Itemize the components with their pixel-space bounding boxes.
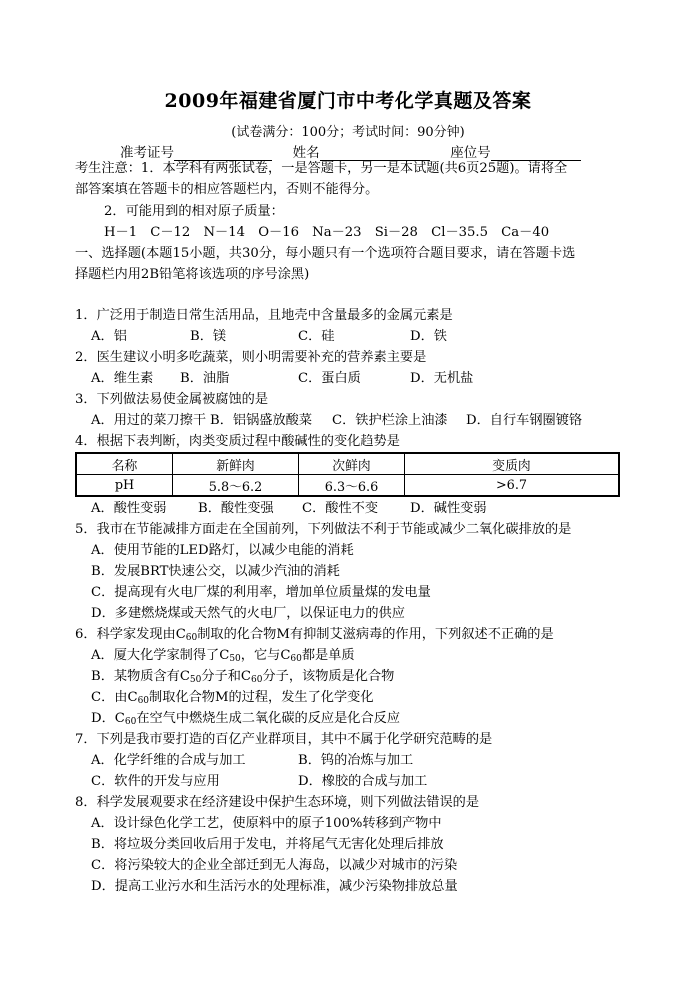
q2-option-a: A．维生素 bbox=[91, 371, 154, 386]
q2-option-d: D．无机盐 bbox=[410, 371, 474, 386]
q6-option-b: B．某物质含有$C_{50}$分子和$C_{60}$分子，该物质是化合物 bbox=[91, 669, 395, 685]
table-cell: pH bbox=[76, 475, 173, 497]
ph-table bbox=[75, 452, 620, 497]
q7-option-d: D．橡胶的合成与加工 bbox=[298, 774, 428, 789]
exam-info: (试卷满分：100分；考试时间：90分钟) bbox=[231, 125, 465, 140]
q5-option-d: D．多建燃烧煤或天然气的火电厂，以保证电力的供应 bbox=[91, 606, 405, 621]
q7-option-c: C．软件的开发与应用 bbox=[91, 774, 220, 789]
table-header-row bbox=[76, 453, 619, 475]
exam-number-label: 准考证号 bbox=[120, 145, 174, 161]
question-4-stem: 4．根据下表判断，肉类变质过程中酸碱性的变化趋势是 bbox=[75, 434, 400, 449]
table-cell: >6.7 bbox=[405, 475, 620, 497]
q3-option-c: C．铁护栏涂上油漆 bbox=[332, 413, 448, 428]
atomic-mass-line: H－1 C－12 N－14 O－16 Na－23 Si－28 Cl－35.5 Ca－40 bbox=[104, 225, 550, 240]
table-header: 变质肉 bbox=[405, 453, 620, 475]
question-2-stem: 2．医生建议小明多吃蔬菜，则小明需要补充的营养素主要是 bbox=[75, 350, 427, 365]
q3-option-a: A．用过的菜刀擦干 bbox=[91, 413, 207, 428]
q6-option-a: A．厦大化学家制得了$C_{50}$，它与$C_{60}$都是单质 bbox=[91, 648, 355, 664]
q6-option-c: C．由$C_{60}$制取化合物M的过程，发生了化学变化 bbox=[91, 690, 374, 706]
table-header: 新鲜肉 bbox=[173, 453, 299, 475]
question-7-stem: 7．下列是我市要打造的百亿产业群项目，其中不属于化学研究范畴的是 bbox=[75, 732, 493, 747]
q5-option-b: B．发展BRT快速公交，以减少汽油的消耗 bbox=[91, 564, 340, 579]
q7-option-a: A．化学纤维的合成与加工 bbox=[91, 753, 246, 768]
q4-option-a: A．酸性变弱 bbox=[91, 501, 167, 516]
q8-option-d: D．提高工业污水和生活污水的处理标准，减少污染物排放总量 bbox=[91, 879, 458, 894]
table-cell: 6.3～6.6 bbox=[299, 475, 405, 497]
page-title: 2009年福建省厦门市中考化学真题及答案 bbox=[164, 90, 532, 112]
q3-option-d: D．自行车钢圈镀铬 bbox=[466, 413, 583, 428]
question-5-stem: 5．我市在节能减排方面走在全国前列，下列做法不利于节能或减少二氧化碳排放的是 bbox=[75, 522, 572, 537]
name-blank bbox=[320, 146, 430, 161]
q4-option-d: D．碱性变弱 bbox=[410, 501, 487, 516]
notice-line-2: 部答案填在答题卡的相应答题栏内，否则不能得分。 bbox=[75, 182, 379, 197]
q5-option-c: C．提高现有火电厂煤的利用率，增加单位质量煤的发电量 bbox=[91, 585, 431, 600]
seat-blank bbox=[491, 146, 581, 161]
q1-option-a: A．铝 bbox=[91, 329, 127, 344]
section-heading-1: 一、选择题(本题15小题，共30分，每小题只有一个选项符合题目要求，请在答题卡选 bbox=[75, 246, 576, 261]
q1-option-c: C．硅 bbox=[298, 329, 335, 344]
table-cell: 5.8～6.2 bbox=[173, 475, 299, 497]
table-header: 名称 bbox=[76, 453, 173, 475]
q2-option-c: C．蛋白质 bbox=[298, 371, 361, 386]
table-row bbox=[76, 475, 619, 497]
q5-option-a: A．使用节能的LED路灯，以减少电能的消耗 bbox=[91, 543, 354, 558]
q2-option-b: B．油脂 bbox=[180, 371, 230, 386]
q7-option-b: B．钨的冶炼与加工 bbox=[298, 753, 414, 768]
q4-option-c: C．酸性不变 bbox=[302, 501, 379, 516]
question-8-stem: 8．科学发展观要求在经济建设中保护生态环境，则下列做法错误的是 bbox=[75, 795, 480, 810]
table-header: 次鲜肉 bbox=[299, 453, 405, 475]
question-3-stem: 3．下列做法易使金属被腐蚀的是 bbox=[75, 392, 269, 407]
q4-option-b: B．酸性变强 bbox=[198, 501, 274, 516]
q1-option-b: B．镁 bbox=[190, 329, 227, 344]
q8-option-b: B．将垃圾分类回收后用于发电，并将尾气无害化处理后排放 bbox=[91, 837, 444, 852]
q6-option-d: D．$C_{60}$在空气中燃烧生成二氧化碳的反应是化合反应 bbox=[91, 711, 401, 727]
question-1-stem: 1．广泛用于制造日常生活用品，且地壳中含量最多的金属元素是 bbox=[75, 308, 453, 323]
exam-number-blank bbox=[174, 146, 272, 161]
notice-line-3: 2．可能用到的相对原子质量： bbox=[104, 204, 284, 219]
q8-option-a: A．设计绿色化学工艺，使原料中的原子100%转移到产物中 bbox=[91, 816, 442, 831]
name-label: 姓名 bbox=[292, 145, 320, 161]
q1-option-d: D．铁 bbox=[410, 329, 447, 344]
notice-line-1: 考生注意：1．本学科有两张试卷，一是答题卡，另一是本试题(共6页25题)。请将全 bbox=[75, 161, 568, 176]
q3-option-b: B．铝锅盛放酸菜 bbox=[210, 413, 313, 428]
question-6-stem: 6．科学家发现由$C_{60}$制取的化合物M有抑制艾滋病毒的作用，下列叙述不正确的是 bbox=[75, 627, 554, 643]
q8-option-c: C．将污染较大的企业全部迁到无人海岛，以减少对城市的污染 bbox=[91, 858, 458, 873]
seat-label: 座位号 bbox=[450, 145, 491, 161]
section-heading-2: 择题栏内用2B铅笔将该选项的序号涂黑) bbox=[75, 267, 310, 282]
candidate-info-row bbox=[120, 141, 581, 161]
